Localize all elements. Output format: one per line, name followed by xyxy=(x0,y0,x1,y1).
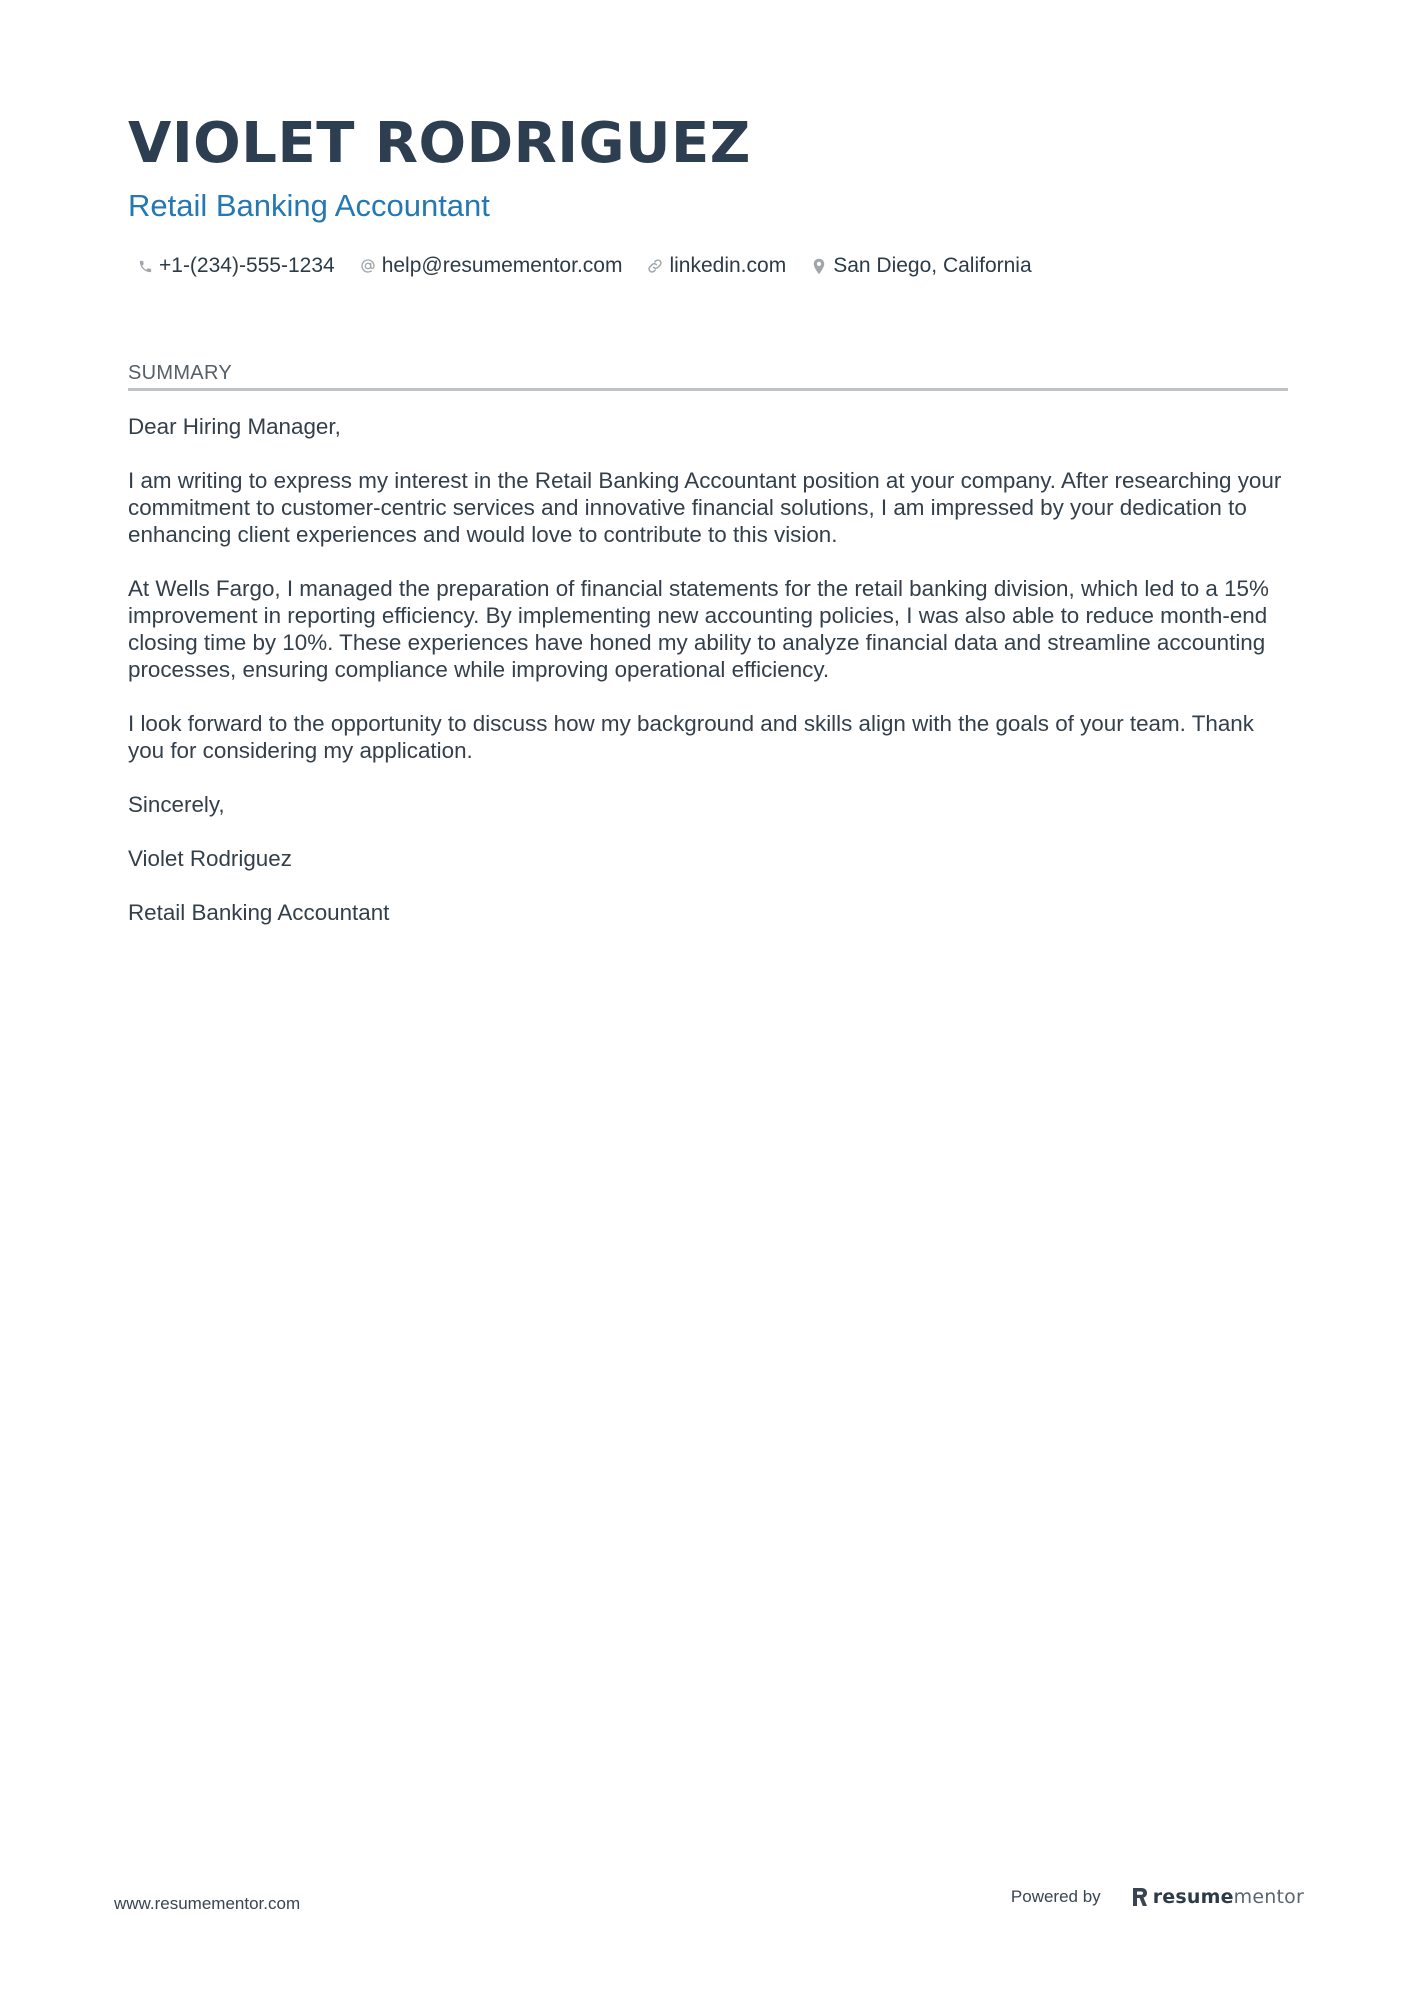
letter-paragraph: At Wells Fargo, I managed the preparation of financial statements for the retail banking division, which led to a 15% improvement in reporting efficiency. By implementing new accounting policies, I was also able to reduce month-end closing time by 10%. These experiences have honed my ability to analyze financial data and streamline accounting processes, ensuring compliance while improving operational efficiency. xyxy=(128,576,1269,682)
resumementor-logo-icon xyxy=(1131,1886,1149,1908)
contact-email[interactable] xyxy=(359,254,623,278)
footer-website[interactable]: www.resumementor.com xyxy=(114,1894,301,1913)
signature-name: Violet Rodriguez xyxy=(128,846,292,871)
contact-email-text: help@resumementor.com xyxy=(381,254,623,277)
powered-by-label: Powered by xyxy=(1010,1887,1101,1906)
at-icon xyxy=(359,257,377,275)
letter-paragraph: I look forward to the opportunity to discuss how my background and skills align with the goals of your team. Thank you for considering my application. xyxy=(128,711,1254,763)
header xyxy=(128,108,1288,282)
salutation: Dear Hiring Manager, xyxy=(128,414,341,439)
summary-heading: SUMMARY xyxy=(128,360,1288,391)
footer-branding xyxy=(1011,1886,1304,1908)
closing: Sincerely, xyxy=(128,792,225,817)
contact-info xyxy=(128,250,1288,282)
wordmark-part-resume: resume xyxy=(1152,1886,1234,1908)
link-icon xyxy=(646,257,664,275)
contact-phone[interactable] xyxy=(136,254,335,278)
contact-location xyxy=(810,254,1031,278)
letter-paragraph: I am writing to express my interest in the Retail Banking Accountant position at your company. After researching your commitment to customer-centric services and innovative financial solutions, I am impressed by your dedication to enhancing client experiences and would love to contribute to this vision. xyxy=(128,468,1282,547)
signature-title: Retail Banking Accountant xyxy=(128,900,390,925)
contact-linkedin[interactable] xyxy=(646,254,786,278)
location-pin-icon xyxy=(810,257,828,275)
resumementor-wordmark xyxy=(1153,1886,1304,1908)
contact-location-text: San Diego, California xyxy=(833,254,1032,277)
contact-phone-text: +1-(234)-555-1234 xyxy=(159,254,335,277)
wordmark-part-mentor: mentor xyxy=(1233,1886,1304,1908)
contact-linkedin-text: linkedin.com xyxy=(669,254,787,277)
candidate-name: VIOLET RODRIGUEZ xyxy=(128,111,751,176)
phone-icon xyxy=(136,257,154,275)
letter-body xyxy=(128,413,1288,953)
resumementor-logo[interactable] xyxy=(1131,1886,1304,1908)
candidate-title: Retail Banking Accountant xyxy=(128,188,490,223)
